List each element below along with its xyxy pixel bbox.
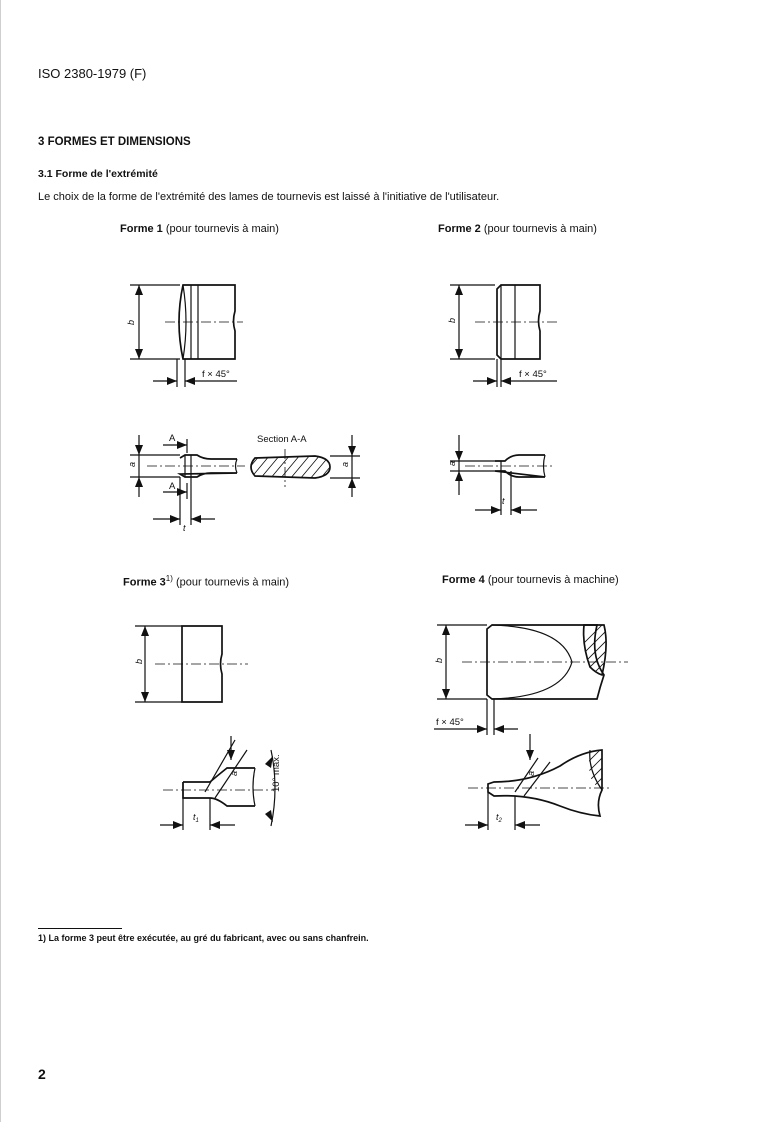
- figure-title-forme-3: [123, 574, 289, 589]
- dim-t1-main: t: [193, 812, 196, 822]
- dim-chamfer: f × 45°: [202, 369, 230, 380]
- figure-name: Forme 1: [120, 223, 163, 235]
- forme-1-top-view: [125, 275, 265, 390]
- dim-a-section: a: [340, 461, 350, 467]
- subsection-heading: 3.1 Forme de l'extrémité: [38, 168, 158, 180]
- dim-chamfer: f × 45°: [436, 717, 464, 728]
- figure-name: Forme 2: [438, 223, 481, 235]
- dim-angle: 10° max.: [271, 754, 282, 792]
- dim-a: a: [229, 770, 239, 776]
- forme-2-side-view: [445, 425, 565, 520]
- standard-reference: ISO 2380-1979 (F): [38, 66, 147, 81]
- section-mark-top: A: [169, 433, 176, 444]
- figure-title-forme-1: [120, 223, 279, 235]
- scan-edge: [0, 0, 1, 1122]
- figure-name: Forme 3: [123, 576, 166, 589]
- figure-title-forme-4: [442, 574, 619, 586]
- dim-a: a: [526, 770, 536, 776]
- dim-chamfer: f × 45°: [519, 369, 547, 380]
- figure-title-forme-2: [438, 223, 597, 235]
- figure-purpose: (pour tournevis à machine): [484, 574, 619, 586]
- footnote-ref: 1): [165, 574, 173, 583]
- dim-t: t: [183, 523, 186, 533]
- dim-b: b: [447, 317, 457, 323]
- forme-3-side-view: [155, 730, 295, 840]
- forme-2-top-view: [445, 275, 585, 390]
- footnote-rule: [38, 928, 122, 929]
- dim-a: a: [127, 461, 137, 467]
- forme-4-side-view: [460, 730, 620, 840]
- dim-b: b: [434, 657, 444, 663]
- dim-t2-sub: 2: [498, 818, 502, 824]
- figure-name: Forme 4: [442, 574, 485, 586]
- section-title: Section A-A: [257, 434, 307, 445]
- dim-t1-sub: 1: [195, 818, 199, 824]
- dim-a: a: [447, 460, 457, 466]
- figure-purpose: (pour tournevis à main): [162, 223, 279, 235]
- section-heading: 3 FORMES ET DIMENSIONS: [38, 136, 191, 148]
- forme-4-top-view: [432, 615, 632, 740]
- dim-t: t: [502, 496, 505, 506]
- dim-t2: [496, 812, 503, 824]
- dim-b: b: [126, 319, 136, 325]
- figure-purpose: (pour tournevis à main): [172, 576, 290, 589]
- figure-purpose: (pour tournevis à main): [480, 223, 597, 235]
- forme-1-side-view: [125, 425, 365, 533]
- footnote: 1) La forme 3 peut être exécutée, au gré du fabricant, avec ou sans chanfrein.: [38, 933, 369, 943]
- dim-b: b: [134, 658, 144, 664]
- dim-t2-main: t: [496, 812, 499, 822]
- forme-3-top-view: [130, 620, 260, 715]
- page-number: 2: [38, 1066, 46, 1082]
- dim-t1: [193, 812, 199, 824]
- intro-paragraph: Le choix de la forme de l'extrémité des lames de tournevis est laissé à l'initiative de l'utilisateur.: [38, 191, 500, 203]
- section-mark-bottom: A: [169, 481, 176, 492]
